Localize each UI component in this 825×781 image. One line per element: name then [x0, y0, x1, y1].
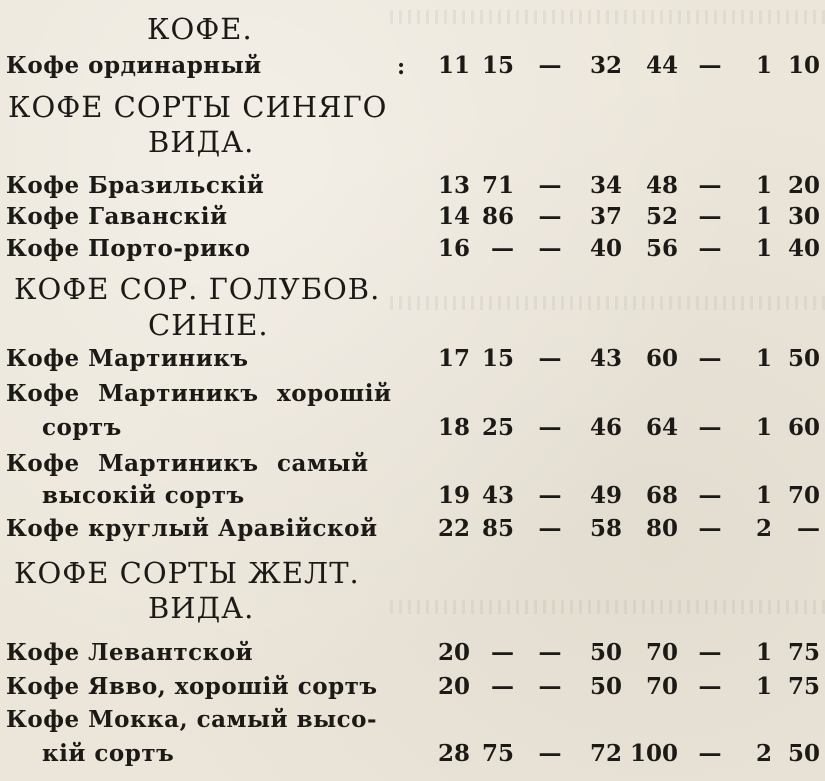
price-1-rubles: 16: [437, 235, 470, 262]
price-1-kopecks: 86: [481, 203, 514, 230]
price-2-kopecks: 68: [645, 482, 678, 509]
section-heading: КОФЕ СОР. ГОЛУБОВ.: [14, 272, 381, 306]
price-1-kopecks: 15: [481, 345, 514, 372]
item-name-continued: кій сортъ: [42, 740, 175, 767]
price-1-rubles: 19: [437, 482, 470, 509]
item-name: Кофе Мартиникъ хорошій: [6, 380, 392, 407]
price-3-kopecks: 10: [787, 52, 820, 79]
price-2-rubles: 34: [589, 172, 622, 199]
price-3-rubles: 2: [755, 740, 772, 767]
price-2-kopecks: 52: [645, 203, 678, 230]
price-1-kopecks: —: [491, 235, 514, 262]
price-1-rubles: 13: [437, 172, 470, 199]
price-row-line-1: [0, 380, 825, 414]
dash: —: [538, 52, 562, 79]
price-3-kopecks: —: [797, 515, 820, 542]
bleed-through: [390, 296, 825, 310]
price-2-rubles: 40: [589, 235, 622, 262]
dash: —: [538, 414, 562, 441]
dash: —: [538, 482, 562, 509]
price-3-kopecks: 60: [787, 414, 820, 441]
price-3-rubles: 1: [755, 639, 772, 666]
price-2-kopecks: 80: [645, 515, 678, 542]
price-3-kopecks: 30: [787, 203, 820, 230]
price-row: [0, 345, 825, 379]
price-1-rubles: 18: [437, 414, 470, 441]
price-3-kopecks: 75: [787, 639, 820, 666]
section-heading: СИНІЕ.: [148, 308, 269, 342]
item-name: Кофе Порто-рико: [6, 235, 251, 262]
price-2-kopecks: 70: [645, 673, 678, 700]
price-1-rubles: 28: [437, 740, 470, 767]
section-heading: КОФЕ СОРТЫ ЖЕЛТ.: [14, 556, 360, 590]
bleed-through: [390, 600, 825, 614]
price-3-kopecks: 50: [787, 345, 820, 372]
item-name: Кофе ординарный: [6, 52, 262, 79]
dash: —: [698, 482, 722, 509]
price-2-rubles: 49: [589, 482, 622, 509]
dash: —: [538, 235, 562, 262]
dash: —: [538, 172, 562, 199]
section-heading: ВИДА.: [148, 125, 255, 159]
price-2-kopecks: 64: [645, 414, 678, 441]
price-2-rubles: 46: [589, 414, 622, 441]
item-name: Кофе Левантской: [6, 639, 254, 666]
price-row: [0, 235, 825, 269]
price-1-kopecks: 43: [481, 482, 514, 509]
price-row: [0, 515, 825, 549]
section-heading: КОФЕ СОРТЫ СИНЯГО: [8, 90, 388, 124]
price-2-rubles: 72: [589, 740, 622, 767]
item-name: Кофе Мокка, самый высо-: [6, 706, 378, 733]
dash: —: [538, 740, 562, 767]
price-row: [0, 673, 825, 707]
price-1-kopecks: 85: [481, 515, 514, 542]
dash: —: [698, 740, 722, 767]
dash: —: [698, 673, 722, 700]
price-3-rubles: 2: [755, 515, 772, 542]
price-3-rubles: 1: [755, 673, 772, 700]
price-1-kopecks: 75: [481, 740, 514, 767]
dash: —: [538, 345, 562, 372]
price-2-kopecks: 60: [645, 345, 678, 372]
item-name: Кофе Гаванскій: [6, 203, 228, 230]
price-row-line-1: [0, 706, 825, 740]
price-1-rubles: 14: [437, 203, 470, 230]
item-name: Кофе круглый Аравійской: [6, 515, 378, 542]
price-row-line-1: [0, 450, 825, 484]
dash: —: [698, 203, 722, 230]
dash: —: [698, 345, 722, 372]
price-2-kopecks: 44: [645, 52, 678, 79]
price-2-rubles: 32: [589, 52, 622, 79]
price-row: [0, 414, 825, 448]
price-2-rubles: 43: [589, 345, 622, 372]
price-3-kopecks: 40: [787, 235, 820, 262]
price-3-kopecks: 75: [787, 673, 820, 700]
price-2-rubles: 37: [589, 203, 622, 230]
item-name-continued: высокій сортъ: [42, 482, 245, 509]
leader-mark: :: [397, 54, 406, 80]
price-2-rubles: 50: [589, 673, 622, 700]
price-2-rubles: 58: [589, 515, 622, 542]
dash: —: [538, 515, 562, 542]
dash: —: [698, 515, 722, 542]
price-row: [0, 740, 825, 774]
price-row: [0, 52, 825, 86]
price-1-kopecks: 25: [481, 414, 514, 441]
price-2-kopecks: 56: [645, 235, 678, 262]
price-3-rubles: 1: [755, 235, 772, 262]
price-1-rubles: 17: [437, 345, 470, 372]
dash: —: [698, 414, 722, 441]
price-1-rubles: 20: [437, 639, 470, 666]
price-1-rubles: 11: [437, 52, 470, 79]
dash: —: [698, 235, 722, 262]
price-2-rubles: 50: [589, 639, 622, 666]
dash: —: [698, 52, 722, 79]
price-3-rubles: 1: [755, 414, 772, 441]
price-3-kopecks: 50: [787, 740, 820, 767]
item-name: Кофе Мартиникъ самый: [6, 450, 369, 477]
price-1-kopecks: 15: [481, 52, 514, 79]
item-name-continued: сортъ: [42, 414, 122, 441]
dash: —: [538, 203, 562, 230]
price-3-kopecks: 70: [787, 482, 820, 509]
price-3-rubles: 1: [755, 52, 772, 79]
price-2-kopecks: 48: [645, 172, 678, 199]
dash: —: [538, 639, 562, 666]
price-1-kopecks: 71: [481, 172, 514, 199]
item-name: Кофе Мартиникъ: [6, 345, 249, 372]
dash: —: [538, 673, 562, 700]
item-name: Кофе Бразильскій: [6, 172, 265, 199]
price-2-kopecks: 70: [645, 639, 678, 666]
price-row: [0, 203, 825, 237]
price-3-rubles: 1: [755, 203, 772, 230]
price-3-rubles: 1: [755, 172, 772, 199]
price-1-kopecks: —: [491, 673, 514, 700]
dash: —: [698, 172, 722, 199]
price-3-kopecks: 20: [787, 172, 820, 199]
bleed-through: [390, 10, 825, 24]
price-3-rubles: 1: [755, 345, 772, 372]
price-1-rubles: 22: [437, 515, 470, 542]
price-3-rubles: 1: [755, 482, 772, 509]
dash: —: [698, 639, 722, 666]
price-1-rubles: 20: [437, 673, 470, 700]
price-row: [0, 172, 825, 206]
section-heading: КОФЕ.: [147, 12, 253, 46]
price-2-kopecks: 100: [630, 740, 679, 767]
section-heading: ВИДА.: [148, 591, 255, 625]
item-name: Кофе Явво, хорошій сортъ: [6, 673, 378, 700]
price-row: [0, 482, 825, 516]
price-row: [0, 639, 825, 673]
price-1-kopecks: —: [491, 639, 514, 666]
